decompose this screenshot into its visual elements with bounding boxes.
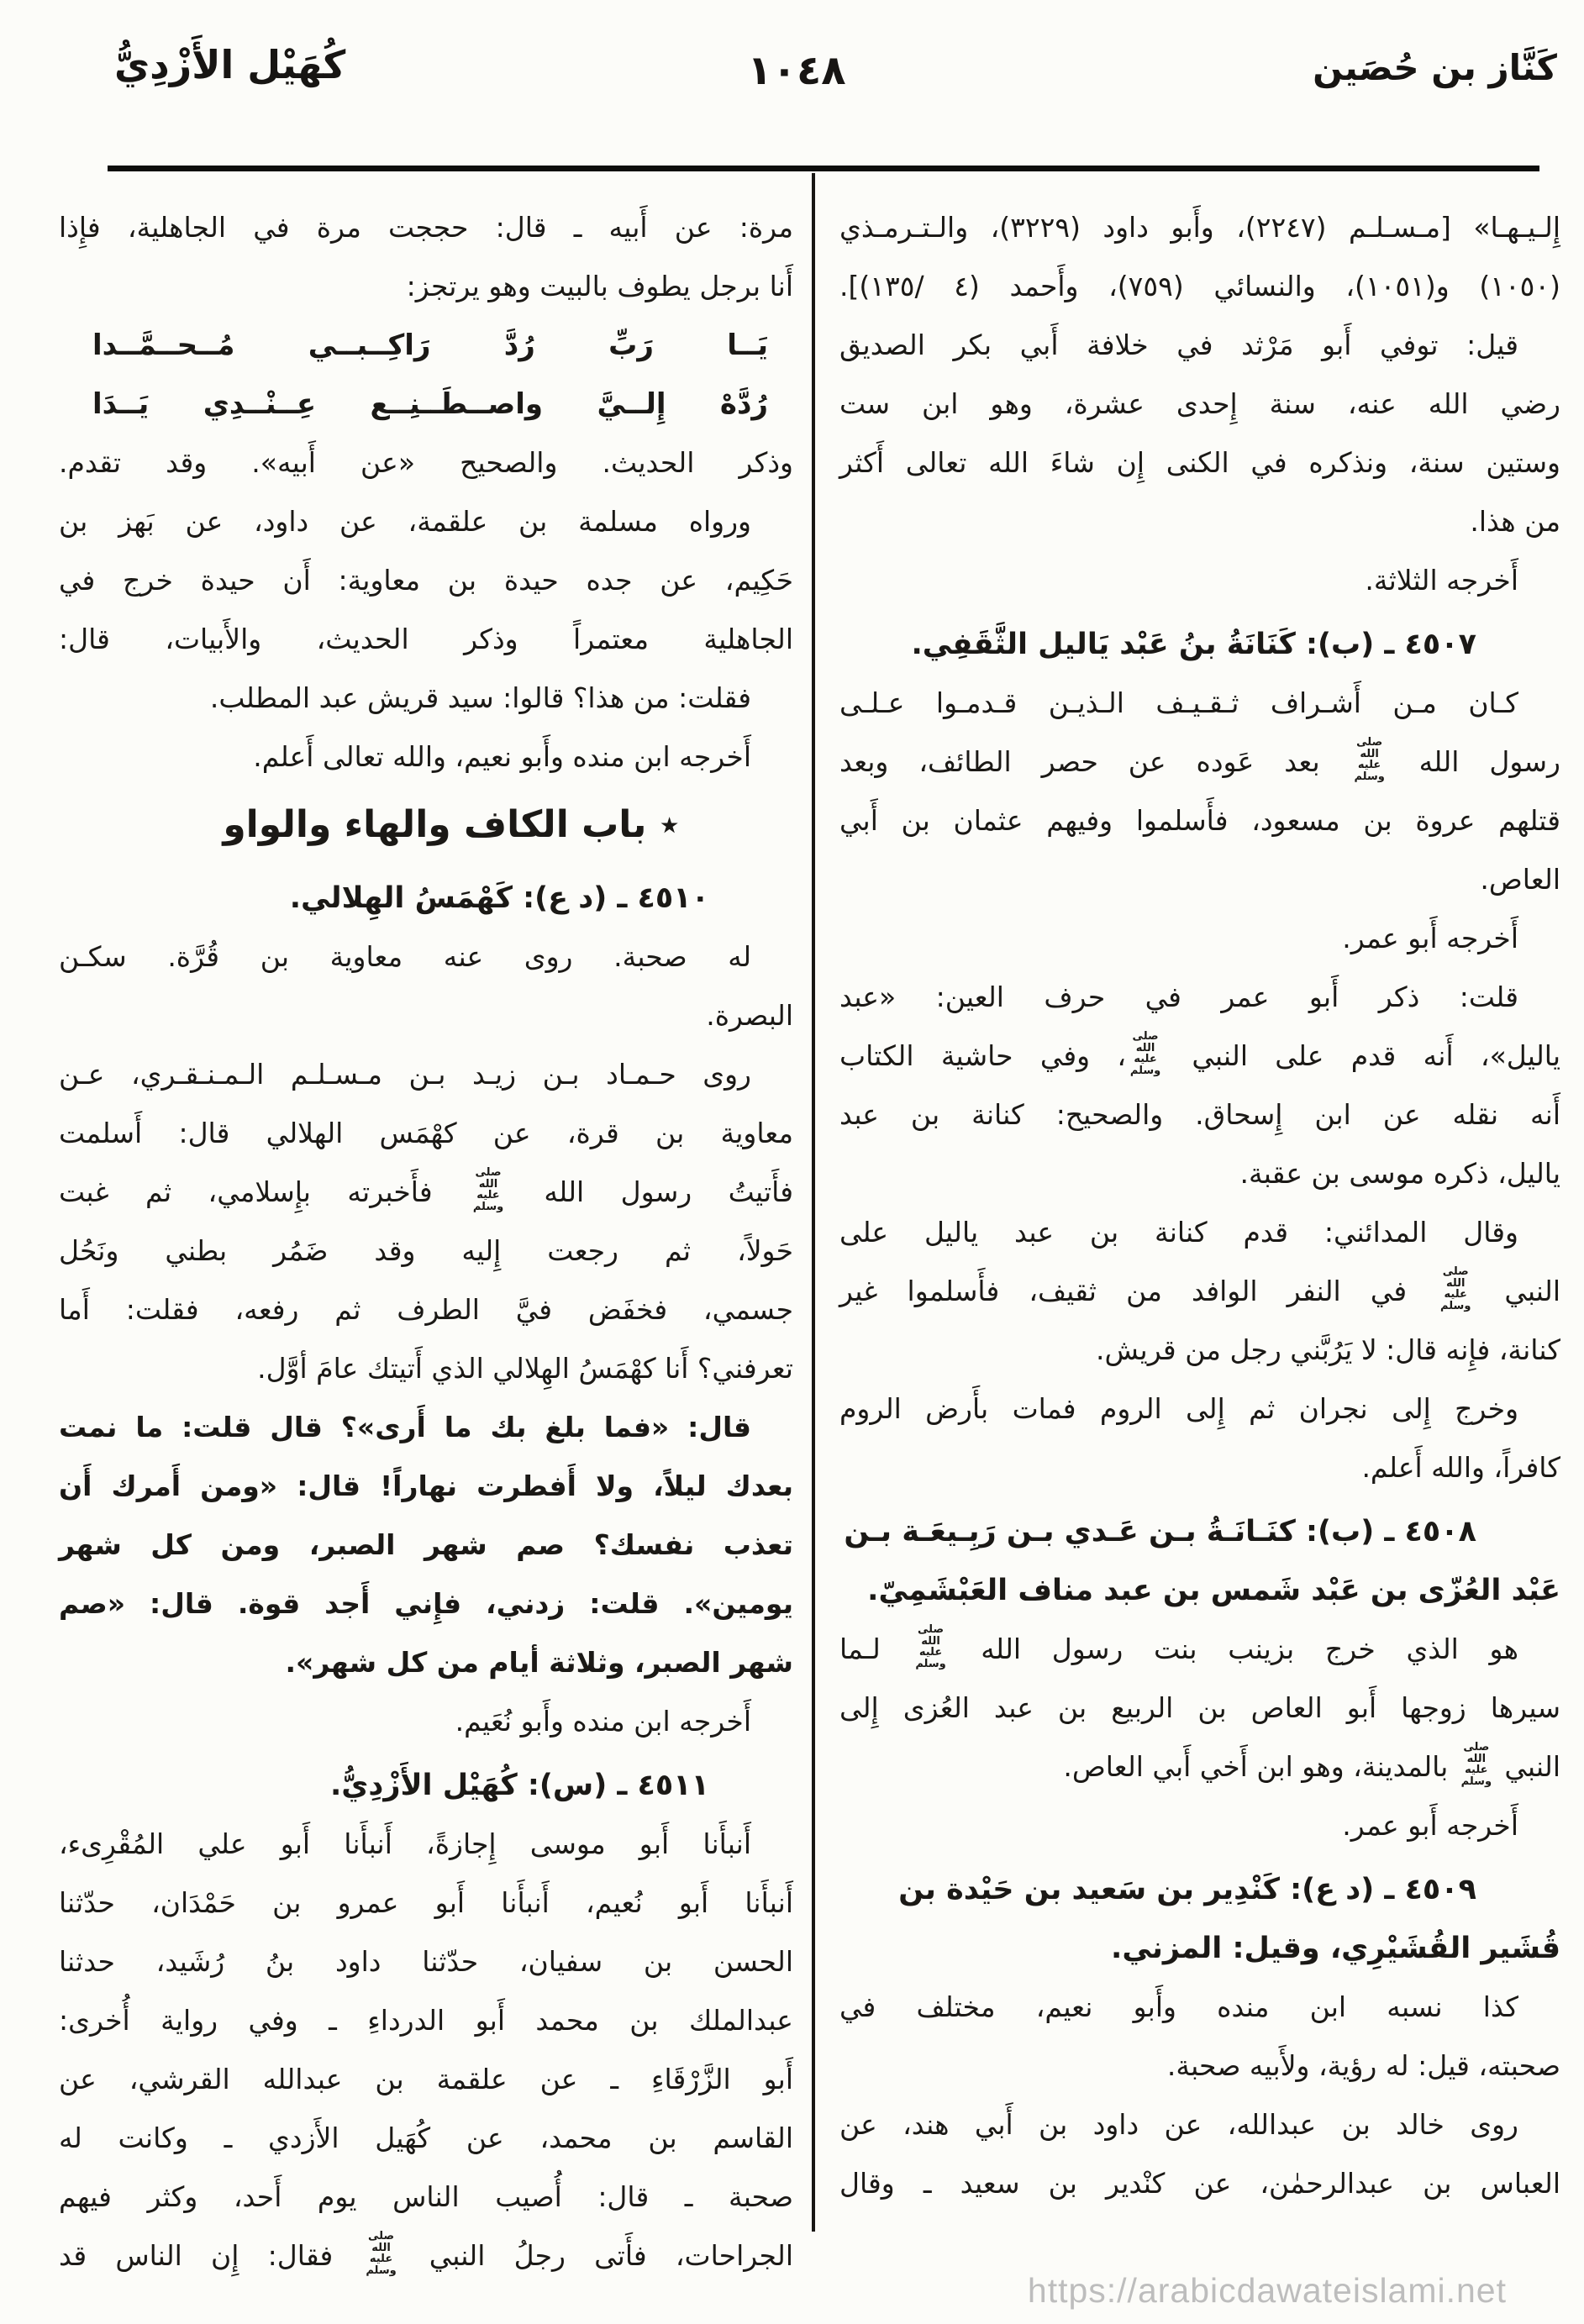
text-line: رسول الله صلى الله عليه وسلم بعد عَوده عن حصر الطائف، وبعد: [839, 736, 1560, 783]
entry-heading: عَبْد العُزّى بن عَبْد شَمس بن عبد مناف العَبْشَمِيّ.: [867, 1574, 1560, 1607]
text-line: كافراً، والله أَعلم.: [1361, 1451, 1560, 1484]
text-line: ياليل، ذكره موسى بن عقبة.: [1239, 1157, 1560, 1190]
text-line: رضي الله عنه، سنة إِحدى عشرة، وهو ابن ست: [839, 387, 1560, 420]
sallallahu-alayhi-wasallam-mark: صلى الله عليه وسلم: [1440, 1265, 1471, 1312]
text-line: روى حـمـاد بـن زيـد بـن مـسـلـم الـمـنـقـري، عـن: [59, 1058, 751, 1091]
text-line: صحبة ـ قال: أُصيب الناس يوم أَحد، وكثر فيهم: [59, 2180, 793, 2213]
attribution-line: أَخرجه أَبو عمر.: [1342, 1809, 1518, 1842]
text-line: مرة: عن أَبيه ـ قال: حججت مرة في الجاهلية، فإِذا: [59, 211, 793, 244]
text-line: العباس بن عبدالرحمٰن، عن كنْدير بن سعيد ـ وقال: [839, 2167, 1560, 2200]
text-line: شهر الصبر، وثلاثة أيام من كل شهر».: [285, 1646, 793, 1679]
text-line: له صحبة. روى عنه معاوية بن قُرَّة. سكـن: [59, 940, 751, 973]
text-line: القاسم بن محمد، عن كُهَيل الأَزدي ـ وكانت له: [59, 2122, 793, 2154]
watermark-url: https://arabicdawateislami.net: [1027, 2271, 1507, 2310]
text-line: معاوية بن قرة، عن كهْمَس الهلالي قال: أَسلمت: [59, 1117, 793, 1149]
text-line: سيرها زوجها أَبو العاص بن الربيع بن عبد العُزى إِلى: [839, 1691, 1560, 1724]
text-line: قتلهم عروة بن مسعود، فأَسلموا وفيهم عثمان بن أَبي: [839, 804, 1560, 837]
page-number: ١٠٤٨: [747, 47, 846, 94]
entry-heading: ٤٥٠٧ ـ (ب): كَنَانَةُ بنُ عَبْد يَاليل الثَّقَفِي.: [911, 628, 1476, 661]
text-line: ورواه مسلمة بن علقمة، عن داود، عن بَهز بن: [59, 505, 751, 538]
text-line: هو الذي خرج بزينب بنت رسول الله صلى الله عليه وسلم لـما: [839, 1623, 1518, 1670]
text-line: البصرة.: [706, 999, 793, 1032]
text-line: العاص.: [1480, 863, 1560, 896]
text-line: ياليل»، أَنه قدم على النبي صلى الله عليه وسلم، وفي حاشية الكتاب: [839, 1030, 1560, 1077]
text-line: قيل: توفي أَبو مَرْثد في خلافة أَبي بكر الصديق: [839, 329, 1518, 361]
attribution-line: أَخرجه ابن منده وأَبو نعيم، والله تعالى أَعلم.: [253, 740, 751, 773]
text-column-left: [59, 198, 793, 2285]
text-line: عبدالملك بن محمد أَبو الدرداءِ ـ وفي رواية أُخرى:: [59, 2004, 793, 2037]
text-line: الجراحات، فأَتى رجلُ النبي صلى الله عليه وسلم فقال: إِن الناس قد: [59, 2230, 793, 2277]
verse-line: رُدَّهْ إِلــيَّ واصــطَــنِــع عِــنْــدِي يَــدَا: [92, 387, 768, 421]
text-line: وذكر الحديث. والصحيح «عن أَبيه». وقد تقدم.: [59, 446, 793, 479]
text-line: فأَتيتُ رسول الله صلى الله عليه وسلم فأَخبرته بإِسلامي، ثم غبت: [59, 1166, 793, 1213]
text-line: النبي صلى الله عليه وسلم في النفر الوافد من ثقيف، فأَسلموا غير: [839, 1265, 1560, 1312]
text-line: وخرج إِلى نجران ثم إِلى الروم فمات بأَرض الروم: [839, 1392, 1518, 1425]
verse-line: يَــا رَبِّ رُدَّ رَاكِــبــي مُــحــمَّــدا: [92, 329, 768, 362]
attribution-line: أَخرجه أَبو عمر.: [1342, 922, 1518, 954]
text-line: قلت: ذكر أَبو عمر في حرف العين: «عبد: [839, 981, 1518, 1013]
text-column-right: [839, 198, 1560, 2213]
text-line: إِلـيـهـا» [مـسـلـم (٢٢٤٧)، وأَبو داود (٣٢٢٩)، والـتـرمـذي: [839, 211, 1561, 244]
running-head-left: كُهَيْل الأَزْدِيُّ: [114, 42, 346, 87]
text-line: وستين سنة، ونذكره في الكنى إِن شاءَ الله تعالى أَكثر: [839, 446, 1560, 479]
entry-heading: ٤٥٠٩ ـ (د ع): كَنْدِير بن سَعيد بن حَيْدة بن: [898, 1873, 1476, 1906]
sallallahu-alayhi-wasallam-mark: صلى الله عليه وسلم: [915, 1623, 946, 1670]
text-line: الحسن بن سفيان، حدّثنا داود بنُ رُشَيد، حدثنا: [59, 1945, 793, 1978]
entry-heading: ٤٥١٠ ـ (د ع): كَهْمَسُ الهِلالي.: [289, 881, 709, 915]
text-line: حَولاً، ثم رجعت إِليه وقد ضَمُر بطني ونَحُل: [59, 1234, 793, 1267]
text-line: تعرفني؟ أَنا كهْمَسُ الهِلالي الذي أَتيتك عامَ أوَّل.: [257, 1352, 793, 1385]
text-line: يومين». قلت: زدني، فإِني أَجد قوة. قال: «صم: [59, 1587, 793, 1620]
entry-heading: قُشَير القُشَيْرِي، وقيل: المزني.: [1111, 1932, 1560, 1965]
attribution-line: أَخرجه الثلاثة.: [1365, 564, 1518, 597]
sallallahu-alayhi-wasallam-mark: صلى الله عليه وسلم: [1460, 1741, 1492, 1788]
text-line: تعذب نفسك؟ صم شهر الصبر، ومن كل شهر: [59, 1528, 793, 1561]
text-line: وقال المدائني: قدم كنانة بن عبد ياليل على: [839, 1216, 1518, 1249]
text-line: فقلت: من هذا؟ قالوا: سيد قريش عبد المطلب.: [209, 681, 751, 714]
running-head-right: كَنَّاز بن حُصَين: [1313, 47, 1557, 88]
attribution-line: أَخرجه ابن منده وأَبو نُعَيم.: [455, 1705, 751, 1738]
text-line: كـان مـن أَشـراف ثـقـيـف الـذيـن قـدمـوا عـلـى: [839, 686, 1518, 719]
text-line: أَنا برجل يطوف بالبيت وهو يرتجز:: [406, 270, 793, 302]
text-line: قال: «فما بلغ بك ما أَرى»؟ قال قلت: ما نمت: [59, 1411, 751, 1443]
sallallahu-alayhi-wasallam-mark: صلى الله عليه وسلم: [1129, 1030, 1161, 1077]
header-rule: [108, 166, 1539, 171]
entry-heading: ٤٥٠٨ ـ (ب): كنَـانَـةُ بـن عَـدي بـن رَبِـيعَـة بـن: [844, 1515, 1476, 1548]
text-line: أَنه نقله عن ابن إِسحاق. والصحيح: كنانة بن عبد: [839, 1098, 1560, 1131]
text-line: النبي صلى الله عليه وسلم بالمدينة، وهو ابن أَخي أَبي العاص.: [1063, 1741, 1560, 1788]
text-line: كذا نسبه ابن منده وأَبو نعيم، مختلف في: [839, 1990, 1518, 2023]
text-line: حَكِيم، عن جده حيدة بن معاوية: أَن حيدة خرج في: [59, 564, 793, 597]
text-line: أَنبأَنا أَبو موسى إِجازةً، أَنبأَنا أَبو علي المُقْرِىء،: [59, 1827, 751, 1860]
entry-heading: ٤٥١١ ـ (س): كُهَيْل الأَزْدِيُّ.: [330, 1769, 709, 1802]
sallallahu-alayhi-wasallam-mark: صلى الله عليه وسلم: [472, 1166, 504, 1213]
text-line: أَبو الزَّرْقَاءِ ـ عن علقمة بن عبدالله القرشي، عن: [59, 2063, 793, 2095]
sallallahu-alayhi-wasallam-mark: صلى الله عليه وسلم: [1354, 736, 1385, 783]
column-divider-rule: [812, 173, 815, 2232]
text-line: روى خالد بن عبدالله، عن داود بن أَبي هند، عن: [839, 2108, 1518, 2141]
text-line: من هذا.: [1470, 505, 1560, 538]
text-line: صحبته، قيل: له رؤية، ولأَبيه صحبة.: [1166, 2049, 1560, 2082]
text-line: الجاهلية معتمراً وذكر الحديث، والأَبيات، قال:: [59, 623, 793, 655]
sallallahu-alayhi-wasallam-mark: صلى الله عليه وسلم: [366, 2230, 397, 2277]
text-line: كنانة، فإِنه قال: لا يَرُبَّني رجل من قريش.: [1095, 1333, 1560, 1366]
text-line: بعدك ليلاً، ولا أَفطرت نهاراً! قال: «ومن أَمرك أَن: [59, 1470, 793, 1502]
text-line: جسمي، فخفَض فيَّ الطرف ثم رفعه، فقلت: أَما: [59, 1293, 793, 1326]
text-line: (١٠٥٠) و(١٠٥١)، والنسائي (٧٥٩)، وأَحمد (٤ /١٣٥)].: [839, 270, 1560, 302]
text-line: أَنبأَنا أَبو نُعيم، أَنبأَنا أَبو عمرو بن حَمْدَان، حدّثنا: [59, 1886, 793, 1919]
section-heading: ٭ باب الكاف والهاء والواو: [223, 803, 680, 846]
